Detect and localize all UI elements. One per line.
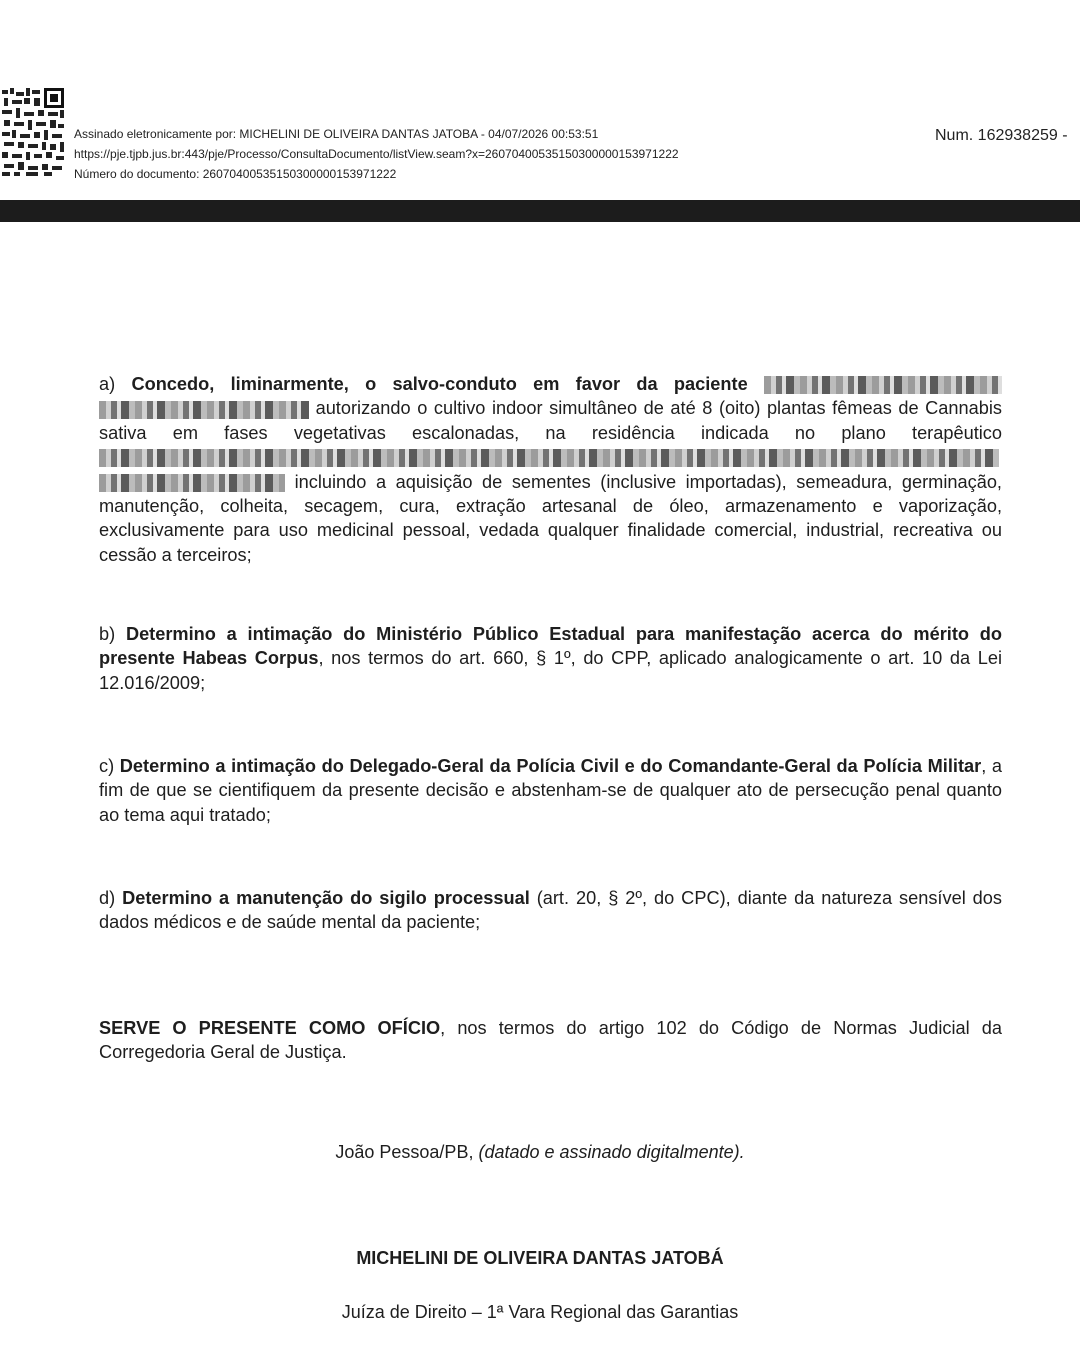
paragraph-b-bold: Determino a intimação do Ministério Público Estadual para manifestação acerca do mérito do presente Habeas Corpus [99,624,1002,669]
paragraph-oficio-text: , nos termos do artigo 102 do Código de Normas Judicial da Corregedoria Geral de Justiça. [99,1018,1002,1063]
paragraph-d-bold: Determino a manutenção do sigilo processual [122,888,530,908]
document-number-line: Número do documento: 26070400535150300000153971222 [74,167,397,181]
paragraph-c [99,754,1002,827]
signature-info [74,124,679,184]
judge-name: MICHELINI DE OLIVEIRA DANTAS JATOBÁ [356,1248,724,1268]
place-italic-text: (datado e assinado digitalmente). [478,1142,745,1162]
document-url-line[interactable]: https://pje.tjpb.jus.br:443/pje/Processo/ConsultaDocumento/listView.seam?x=26070400535150300000153971222 [74,147,679,161]
paragraph-d-text: (art. 20, § 2º, do CPC), diante da natureza sensível dos dados médicos e de saúde mental da paciente; [99,888,1002,933]
page-number-id: Num. 162938259 - [935,127,1068,144]
paragraph-d-prefix: d) [99,888,123,908]
paragraph-a [99,372,1002,567]
paragraph-a-bold: Concedo, liminarmente, o salvo-conduto em favor da paciente [131,374,748,394]
place-text: João Pessoa/PB, [335,1142,479,1162]
redacted-patient-name [764,376,1002,394]
redacted-address [99,449,999,467]
qr-code-icon [0,86,66,178]
paragraph-b-prefix: b) [99,624,126,644]
paragraph-oficio [99,1016,1002,1065]
paragraph-b-text: , nos termos do art. 660, § 1º, do CPP, aplicado analogicamente o art. 10 da Lei 12.016/2009; [99,648,1003,693]
paragraph-c-bold: Determino a intimação do Delegado-Geral da Polícia Civil e do Comandante-Geral da Polícia Militar [119,756,982,776]
paragraph-a-text-2: incluindo a aquisição de sementes (inclusive importadas), semeadura, germinação, manutenção, colheita, secagem, cura, extração artesanal de óleo, armazenamento e vaporização, exclusivamente para uso medicinal pessoal, vedada qualquer finalidade comercial, industrial, recreativa ou cessão a terceiros; [99,471,1002,565]
paragraph-d [99,886,1002,935]
redacted-address-2 [99,474,285,492]
paragraph-b [99,622,1002,695]
signed-by-line: Assinado eletronicamente por: MICHELINI DE OLIVEIRA DANTAS JATOBA - 04/07/2026 00:53:51 [74,127,599,141]
judge-role: Juíza de Direito – 1ª Vara Regional das Garantias [341,1302,739,1322]
paragraph-a-prefix: a) [99,374,132,394]
place-date-line [0,1142,1080,1163]
paragraph-a-text-1: autorizando o cultivo indoor simultâneo de até 8 (oito) plantas fêmeas de Cannabis sativa em fases vegetativas escalonadas, na residência indicada no plano terapêutico [99,398,1003,443]
paragraph-oficio-bold: SERVE O PRESENTE COMO OFÍCIO [99,1018,441,1038]
paragraph-c-text: , a fim de que se cientifiquem da presente decisão e abstenham-se de qualquer ato de persecução penal quanto ao tema aqui tratado; [99,756,1002,825]
document-header [0,0,1080,200]
paragraph-c-prefix: c) [99,756,120,776]
redacted-patient-name-2 [99,401,309,419]
header-divider-bar [0,200,1080,222]
